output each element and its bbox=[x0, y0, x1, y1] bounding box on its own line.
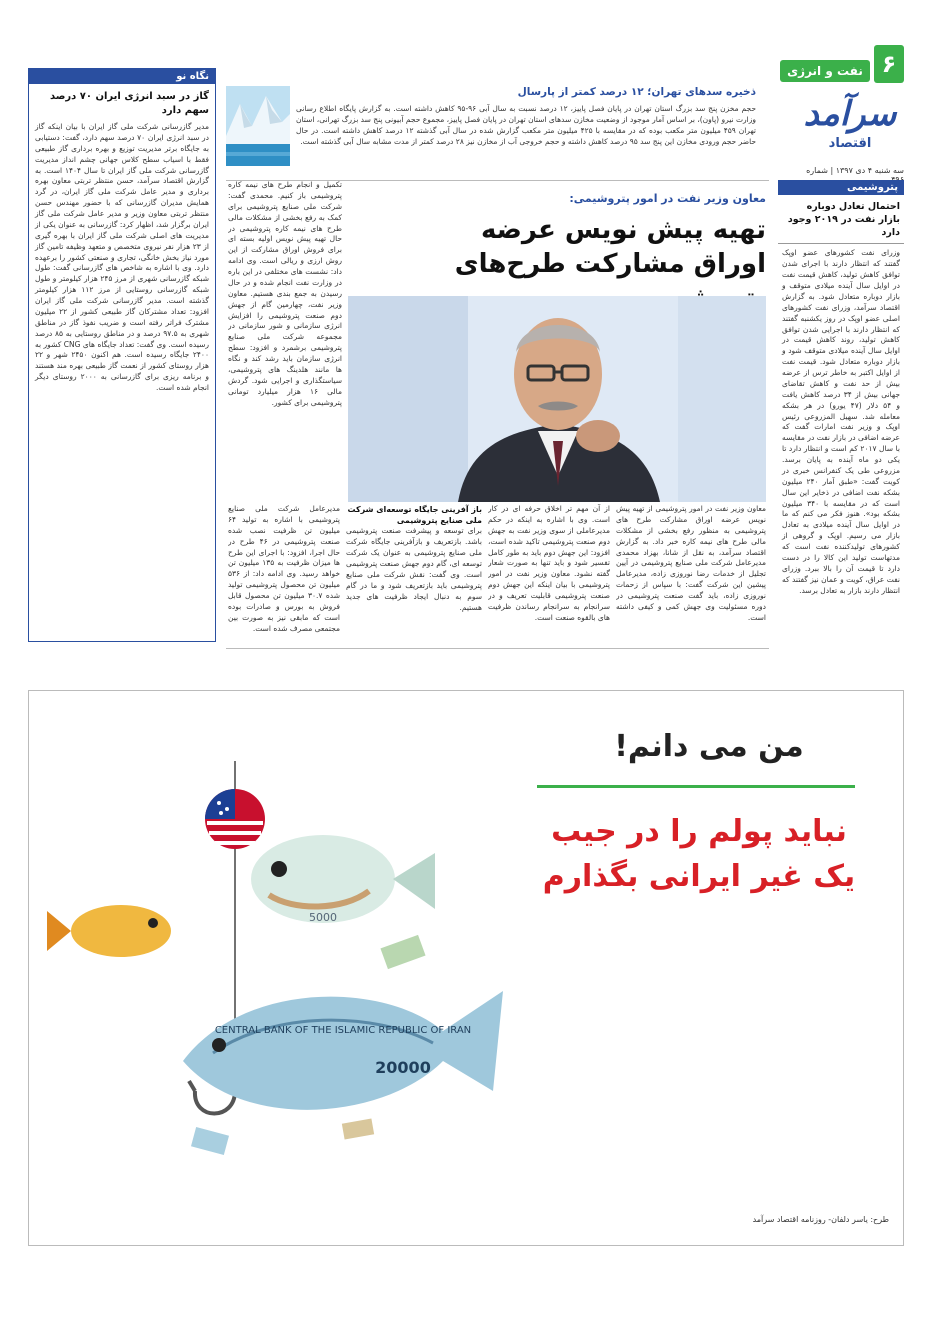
article-headline: تهیه پیش نویس عرضه اوراق مشارکت طرح‌های bbox=[454, 215, 766, 279]
left-column-body: مدیر گازرسانی شرکت ملی گاز ایران با بیان اینکه گاز در سبد انرژی ایران ۷۰ درصد سهم دارد، گفت: دستیابی به جایگاه برتر مدیریت توزیع و بهره برداری گاز طبیعی فقط با اسیاب سطح کلاس جهانی چشم انداز مدیریت گازرسانی شرکت ملی گاز ایران تا سال ۱۴۰۴ است. به گزارش اقتصاد سرآمد، حسن منتظر تربتی معاون بهره برداری و مدیر عامل شرکت ملی گاز ایران، در گرد همایش مدیران گازرسانی که با حضور مهندس حسن منتظر تربتی معاون وزیر و مدیر عامل شرکت ملی گاز ایران برگزار شد، اظهار کرد: گازرسانی به عنوان یکی از مدیریت های اصلی شرکت ملی گاز ایران با بهره گیری از ۲۳ هزار نفر نیروی متخصص و متعهد وظیفه تامین گاز مورد نیاز بخش خانگی، تجاری و صنعتی کشور را برعهده دارد. وی با اشاره به شاخص های گازرسانی گفت: طول شبکه گازرسانی شهری از مرز ۲۴۵ هزار کیلومتر و طول شبکه گازرسانی روستایی از مرز ۱۱۲ هزار کیلومتر گذشته است. مدیر گازرسانی شرکت ملی گاز ایران افزود: تعداد مشترکان گاز طبیعی کشور از ۲۲ میلیون مشترک فراتر رفته است و ضریب نفوذ گاز در مناطق شهری به ۹۷.۵ درصد و در مناطق روستایی به ۸۵ درصد رسیده است. وی گفت: تعداد جایگاه های CNG کشور به ۲۴۰۰ جایگاه رسیده است. هم اکنون ۲۴۵۰ شهر و ۲۲ هزار روستای کشور از نعمت گاز طبیعی بهره مند هستند و برنامه ریزی برای گازرسانی به ۲۰۰۰ روستای دیگر انجام شده است. bbox=[35, 122, 209, 392]
article-kicker: معاون وزیر نفت در امور پتروشیمی: bbox=[569, 192, 766, 205]
article-column-3-body: برای توسعه و پیشرفت صنعت پتروشیمی باشد. بازتعریف و بازآفرینی جایگاه شرکت ملی صنایع پتروشیمی به عنوان یک شرکت توسعه ای، گام دوم جهش صنعت پتروشیمی است. وی گفت: نقش شرکت ملی صنایع پتروشیمی باید بازتعریف شود و ما در گام سوم به دنبال ایجاد ظرفیت های جدید هستیم. bbox=[346, 526, 482, 612]
left-column-bar: نگاه نو bbox=[29, 69, 215, 84]
ad-divider-line bbox=[537, 785, 855, 788]
article-side-text: تکمیل و انجام طرح های نیمه کاره پتروشیمی باز کنیم. محمدی گفت: شرکت ملی صنایع پتروشیمی برای کمک به رفع بخشی از مشکلات مالی طرح های نیمه کاره پتروشیمی در حال تهیه پیش نویس اولیه بسته ای برای فروش اوراق مشارکت از این روش ارزی و ریالی است. وی ادامه داد: نشست های مختلفی در این باره در وزارت نفت انجام شده و در حال رسیدن به جمع بندی هستیم. معاون وزیر نفت، چهارمین گام از جهش دوم صنعت پتروشیمی را افزایش انرژی سازمانی و شور سازمانی در مجموعه شرکت ملی صنایع پتروشیمی برشمرد و افزود: سطح انرژی سازمان باید رشد کند و نگاه ها مانند هلدینگ های پتروشیمی، سیاستگذاری و اجرایی شود. گردش مالی ۱۶ هزار میلیارد تومانی پتروشیمی برای کشور. bbox=[228, 180, 342, 407]
ad-credit: طرح: یاسر دلفان- روزنامه اقتصاد سرآمد bbox=[752, 1215, 889, 1224]
section-label: نفت و انرژی bbox=[780, 60, 870, 82]
article-column-3 bbox=[346, 504, 482, 642]
divider bbox=[226, 648, 769, 649]
brief-title: ذخیره سدهای تهران؛ ۱۲ درصد کمتر از پارسال bbox=[517, 86, 756, 98]
right-news-column bbox=[778, 180, 904, 640]
banknote-fish-illustration bbox=[43, 761, 513, 1201]
page-number: ۶ bbox=[874, 45, 904, 83]
ad-slogan-secondary: نباید پولم را در جیب یک غیر ایرانی بگذارم bbox=[542, 814, 856, 894]
banknote-20000-label: 20000 bbox=[375, 1058, 431, 1077]
right-column-body: وزرای نفت کشورهای عضو اوپک گفتند که انتظار دارند با اجرای شدن توافق کاهش تولید، کاهش قیمت نفت در اوایل سال آینده میلادی متوقف و بازار دوباره متعادل شود. به گزارش اقتصاد سرآمد، وزرای نفت کشورهای اصلی عضو اوپک در روز یکشنبه گفتند که انتظار دارند با اجرایی شدن توافق کاهش تولید، روند کاهش قیمت در اوایل سال آینده میلادی متوقف شود و بازار دوباره متعادل شود. قیمت نفت از اوایل اکتبر به خاطر ترس از عرضه بیش از حد نفت و کاهش تقاضای جهانی بیش از ۳۴ درصد کاهش یافت و ۵۴ دلار (۴۷ یورو) در هر بشکه معامله شد. سهیل المزروعی رئیس اوپک و وزیر نفت امارات گفت که عرضه اضافی در بازار نفت در مقایسه با سال ۲۰۱۷ کم است و انتظار دارد تا یکی دو ماه آینده به پایان برسد. مزروعی طی یک کنفرانس خبری در کویت گفت: «طبق آمار ۲۴۰ میلیون بشکه نفت اضافی در ذخایر این سال است که در مقایسه با ۳۴۰ میلیون بشکه بود». هنوز فکر می کنم که ما در اوایل سال آینده میلادی به تعادل بازار می رسیم. اوپک و گروهی از کشورهای تولیدکننده نفت است که مدتهاست تولید این کالا را در دست دارد تا قیمت آن را بالا ببرد. وزرای نفت عراق، کویت و عمان نیز گفتند که انتظار دارند بازار به تعادل برسد. bbox=[782, 248, 900, 595]
banknote-text: CENTRAL BANK OF THE ISLAMIC REPUBLIC OF IRAN bbox=[214, 1025, 472, 1036]
brief-body: حجم مخزن پنج سد بزرگ استان تهران در پایان فصل پاییز، ۱۲ درصد نسبت به سال آبی ۹۶-۹۵ کاهش داشته است. به گزارش پایگاه اطلاع رسانی وزارت نیرو (پاون)، بر اساس آمار موجود از وضعیت مخازن سدهای استان تهران در پایان فصل پاییز، مجموع حجم آبیونی پنج سد بزرگ تهرانی، استان تهران ۴۵۹ میلیون متر مکعب بوده که در مقایسه با ۴۲۵ میلیون متر مکعب گزارش شده در سال آبی گذشته ۱۲ درصد کاهش داشته است. در حال حاضر حجم ورودی مخازن این پنج سد ۹۵ درصد کاهش داشته و حجم خروجی آب از مخازن نیز ۲۸ درصد کمتر از مدت مشابه سال آبی گذشته است. bbox=[296, 104, 756, 146]
dateline: سه شنبه ۴ دی ۱۳۹۷ | شماره bbox=[806, 166, 904, 175]
left-column-title: گاز در سبد انرژی ایران ۷۰ درصد سهم دارد bbox=[49, 91, 209, 116]
column-subheading: باز آفرینی جایگاه توسعه‌ای شرکت ملی صنایع پتروشیمی bbox=[347, 505, 482, 526]
glacier-lake-image bbox=[226, 86, 290, 166]
right-column-title: احتمال تعادل دوباره بازار نفت در ۲۰۱۹ وجود دارد bbox=[778, 195, 904, 244]
right-column-bar: پتروشیمی bbox=[778, 180, 904, 195]
article-column-2: از آن مهم تر اخلاق حرفه ای در کار است. وی با اشاره به اینکه در حکم مدیرعاملی از سوی وزیر نفت به جهش دوم صنعت پتروشیمی تاکید شده است، افزود: این جهش دوم باید به طور کامل تفسیر شود و باید تنها به صورت شعار گفته نشود. معاون وزیر نفت در امور پتروشیمی با بیان اینکه این جهش دوم صنعت پتروشیمی قابلیت تعریف و در سرانجام به سرانجام رساندن ظرفیت های بالقوه صنعت است. bbox=[488, 504, 610, 622]
ad-slogan-main: من می دانم! bbox=[614, 729, 804, 764]
left-news-column bbox=[28, 68, 216, 642]
article-column-1: معاون وزیر نفت در امور پتروشیمی از تهیه پیش نویس عرضه اوراق مشارکت طرح های پتروشیمی به منظور رفع بخشی از مشکلات مالی طرح های نیمه کاره خبر داد. به گزارش اقتصاد سرآمد، به نقل از شانا، بهزاد محمدی مدیرعامل شرکت ملی صنایع پتروشیمی در آیین تجلیل از خدمات رضا نوروزی زاده، مدیرعامل پیشین این شرکت گفت: با سپاس از زحمات نوروزی زاده، باید گفت صنعت پتروشیمی در دوره مسئولیت وی جهش کمی و کیفی داشته است. bbox=[616, 504, 766, 622]
article-column-4: مدیرعامل شرکت ملی صنایع پتروشیمی با اشاره به تولید ۶۴ میلیون تن ظرفیت نصب شده صنعت پتروشیمی در ۴۶ طرح در حال اجرا، افزود: با اجرای این طرح ها میزان ظرفیت به ۱۳۵ میلیون تن خواهد رسید. وی ادامه داد: از ۵۳۶ میلیون تن محصول پتروشیمی تولید شده ۳۰.۷ میلیون تن محصول قابل فروش به بورس و صادرات بوده است که مابقی نیز به صورت بین مجتمعی مصرف شده است. bbox=[228, 504, 340, 633]
newspaper-logo: سرآمد اقتصاد bbox=[803, 94, 897, 151]
dam-news-brief bbox=[226, 86, 769, 174]
official-portrait-photo bbox=[348, 296, 766, 502]
banknote-5000-label: 5000 bbox=[309, 911, 337, 924]
advertisement bbox=[28, 690, 904, 1246]
